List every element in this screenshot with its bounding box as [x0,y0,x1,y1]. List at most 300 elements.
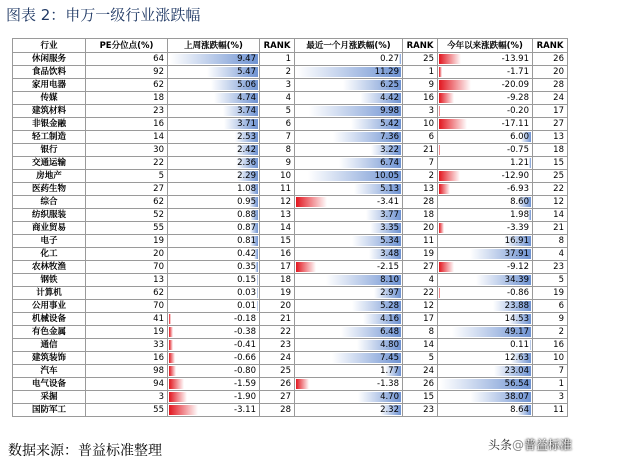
watermark-at: @ [512,438,525,452]
ytd-change-cell [438,261,533,274]
table-row [13,404,568,417]
week-change-value: 0.88 [237,210,256,220]
table-row [13,352,568,365]
week-rank: 3 [260,79,295,92]
month-rank: 27 [403,261,438,274]
ytd-rank: 20 [533,66,568,79]
month-rank: 9 [403,79,438,92]
week-change-value: -3.11 [234,405,256,415]
table-row [13,274,568,287]
week-rank: 24 [260,352,295,365]
ytd-change-value: -0.86 [507,288,529,298]
ytd-change-value: 14.53 [504,314,529,324]
month-change-cell [295,300,403,313]
month-change-cell [295,404,403,417]
week-rank: 13 [260,209,295,222]
ytd-change-value: 8.64 [510,405,529,415]
ytd-change-cell [438,352,533,365]
week-change-value: -1.90 [234,392,256,402]
month-rank: 1 [403,66,438,79]
ytd-change-bar [439,171,460,181]
pe-percentile: 92 [86,66,168,79]
ytd-rank: 15 [533,157,568,170]
week-change-value: -0.80 [234,366,256,376]
month-change-value: 5.28 [380,301,399,311]
week-change-cell [168,183,260,196]
week-rank: 25 [260,365,295,378]
table-row [13,378,568,391]
pe-percentile: 62 [86,196,168,209]
month-change-cell [295,235,403,248]
ytd-change-cell [438,209,533,222]
week-change-cell [168,313,260,326]
ytd-change-bar [530,340,531,350]
week-rank: 28 [260,404,295,417]
ytd-change-bar [439,145,440,155]
industry-name: 国防军工 [13,404,86,417]
ytd-rank: 12 [533,196,568,209]
month-rank: 5 [403,352,438,365]
month-rank: 10 [403,118,438,131]
month-change-cell [295,313,403,326]
week-change-value: 0.01 [237,301,256,311]
header-week-rank: RANK [260,39,295,53]
month-change-value: 4.80 [380,340,399,350]
ytd-rank: 27 [533,118,568,131]
month-change-cell [295,183,403,196]
week-rank: 6 [260,118,295,131]
table-row [13,391,568,404]
ytd-rank: 9 [533,313,568,326]
week-change-value: 0.42 [237,249,256,259]
ytd-change-value: 1.98 [510,210,529,220]
month-change-value: 6.48 [380,327,399,337]
week-rank: 18 [260,274,295,287]
pe-percentile: 27 [86,183,168,196]
month-change-cell [295,248,403,261]
week-change-cell [168,391,260,404]
industry-name: 银行 [13,144,86,157]
month-change-value: 8.10 [380,275,399,285]
month-change-value: 7.45 [380,353,399,363]
ytd-rank: 21 [533,222,568,235]
ytd-change-cell [438,404,533,417]
ytd-change-value: 16.91 [504,236,529,246]
ytd-change-value: -0.20 [507,106,529,116]
ytd-change-value: -13.91 [501,54,529,64]
month-rank: 25 [403,53,438,66]
ytd-rank: 5 [533,274,568,287]
industry-name: 交通运输 [13,157,86,170]
month-rank: 14 [403,339,438,352]
ytd-rank: 19 [533,287,568,300]
ytd-change-value: -6.93 [507,184,529,194]
week-change-bar [257,288,258,298]
data-source-note: 数据来源：普益标准整理 [8,443,162,459]
table-row [13,105,568,118]
ytd-rank: 25 [533,170,568,183]
month-rank: 24 [403,365,438,378]
industry-name: 商业贸易 [13,222,86,235]
month-change-cell [295,365,403,378]
month-rank: 20 [403,222,438,235]
table-row [13,144,568,157]
table-row [13,209,568,222]
week-change-bar [169,392,187,402]
ytd-change-value: 37.91 [504,249,529,259]
industry-name: 公用事业 [13,300,86,313]
week-rank: 15 [260,235,295,248]
ytd-rank: 3 [533,391,568,404]
ytd-change-cell [438,378,533,391]
week-change-bar [257,275,258,285]
header-month-rank: RANK [403,39,438,53]
ytd-rank: 6 [533,300,568,313]
week-change-bar [169,405,198,415]
industry-name: 电子 [13,235,86,248]
week-change-value: -0.41 [234,340,256,350]
month-change-value: 2.32 [380,405,399,415]
month-rank: 4 [403,274,438,287]
month-change-cell [295,326,403,339]
month-change-value: 9.98 [380,106,399,116]
ytd-change-value: 23.88 [504,301,529,311]
pe-percentile: 98 [86,365,168,378]
ytd-change-bar [439,54,461,64]
month-change-value: 5.34 [380,236,399,246]
week-change-cell [168,326,260,339]
week-change-value: 0.95 [237,197,256,207]
ytd-change-value: -9.12 [507,262,529,272]
month-change-value: 5.13 [380,184,399,194]
ytd-rank: 17 [533,105,568,118]
ytd-rank: 4 [533,248,568,261]
week-rank: 2 [260,66,295,79]
week-rank: 4 [260,92,295,105]
month-rank: 2 [403,170,438,183]
month-rank: 3 [403,105,438,118]
table-row [13,183,568,196]
month-change-cell [295,170,403,183]
industry-name: 建筑装饰 [13,352,86,365]
ytd-rank: 14 [533,209,568,222]
industry-name: 食品饮料 [13,66,86,79]
pe-percentile: 55 [86,222,168,235]
ytd-change-value: -1.71 [507,67,529,77]
ytd-rank: 28 [533,79,568,92]
month-change-value: 3.77 [380,210,399,220]
industry-name: 计算机 [13,287,86,300]
week-change-cell [168,287,260,300]
week-change-value: 0.03 [237,288,256,298]
month-rank: 11 [403,235,438,248]
table-row [13,131,568,144]
ytd-change-bar [439,119,467,129]
month-change-bar [296,379,309,389]
ytd-rank: 16 [533,339,568,352]
pe-percentile: 52 [86,209,168,222]
pe-percentile: 70 [86,261,168,274]
month-change-value: 4.70 [380,392,399,402]
ytd-rank: 2 [533,326,568,339]
pe-percentile: 62 [86,287,168,300]
ytd-change-bar [439,67,442,77]
week-change-cell [168,209,260,222]
month-change-bar [296,197,327,207]
ytd-rank: 1 [533,378,568,391]
ytd-rank: 23 [533,261,568,274]
ytd-change-value: 38.07 [504,392,529,402]
ytd-change-value: -12.90 [501,171,529,181]
week-change-value: 2.36 [237,158,256,168]
table-header-row [13,39,568,53]
header-week-change: 上周涨跌幅(%) [168,39,260,53]
week-change-value: -0.66 [234,353,256,363]
ytd-rank: 7 [533,365,568,378]
ytd-change-cell [438,105,533,118]
pe-percentile: 19 [86,235,168,248]
week-change-cell [168,261,260,274]
week-change-cell [168,378,260,391]
month-change-value: -3.41 [377,197,399,207]
ytd-change-cell [438,144,533,157]
month-rank: 22 [403,287,438,300]
ytd-change-value: 49.17 [504,327,529,337]
month-change-cell [295,209,403,222]
month-rank: 8 [403,326,438,339]
table-row [13,248,568,261]
ytd-change-value: 8.60 [510,197,529,207]
industry-name: 机械设备 [13,313,86,326]
week-change-cell [168,404,260,417]
week-change-bar [169,340,173,350]
table-row [13,170,568,183]
week-rank: 10 [260,170,295,183]
pe-percentile: 22 [86,157,168,170]
week-rank: 8 [260,144,295,157]
month-change-value: 5.42 [380,119,399,129]
table-row [13,222,568,235]
table-row [13,313,568,326]
table-row [13,287,568,300]
month-rank: 15 [403,391,438,404]
month-change-cell [295,287,403,300]
month-rank: 19 [403,248,438,261]
week-change-value: 5.06 [237,80,256,90]
week-change-value: -0.18 [234,314,256,324]
week-rank: 23 [260,339,295,352]
pe-percentile: 23 [86,105,168,118]
table-row [13,235,568,248]
month-change-cell [295,144,403,157]
week-rank: 17 [260,261,295,274]
month-change-value: -2.15 [377,262,399,272]
month-change-cell [295,352,403,365]
ytd-change-cell [438,66,533,79]
week-rank: 16 [260,248,295,261]
week-change-cell [168,66,260,79]
table-row [13,79,568,92]
pe-percentile: 94 [86,378,168,391]
week-change-value: 4.74 [237,93,256,103]
pe-percentile: 64 [86,53,168,66]
month-change-cell [295,157,403,170]
month-rank: 6 [403,131,438,144]
week-change-cell [168,144,260,157]
table-row [13,365,568,378]
ytd-rank: 18 [533,144,568,157]
week-rank: 7 [260,131,295,144]
week-rank: 11 [260,183,295,196]
month-rank: 16 [403,92,438,105]
month-rank: 21 [403,144,438,157]
week-change-value: 0.35 [237,262,256,272]
month-change-cell [295,339,403,352]
week-change-value: 0.81 [237,236,256,246]
month-change-cell [295,118,403,131]
chart-title: 图表 2：申万一级行业涨跌幅 [6,6,201,24]
month-change-cell [295,196,403,209]
table-row [13,66,568,79]
ytd-change-bar [439,223,444,233]
industry-name: 农林牧渔 [13,261,86,274]
week-change-bar [169,366,176,376]
week-rank: 21 [260,313,295,326]
month-change-value: 11.29 [374,67,399,77]
pe-percentile: 16 [86,352,168,365]
industry-name: 电气设备 [13,378,86,391]
week-change-value: 2.29 [237,171,256,181]
ytd-change-value: 12.63 [504,353,529,363]
week-rank: 22 [260,326,295,339]
month-change-value: 3.35 [380,223,399,233]
industry-name: 纺织服装 [13,209,86,222]
industry-name: 钢铁 [13,274,86,287]
month-change-value: 0.27 [380,54,399,64]
ytd-change-value: 6.00 [510,132,529,142]
month-change-cell [295,261,403,274]
week-change-cell [168,248,260,261]
week-rank: 5 [260,105,295,118]
month-change-value: 6.25 [380,80,399,90]
ytd-change-cell [438,92,533,105]
ytd-rank: 22 [533,183,568,196]
industry-name: 通信 [13,339,86,352]
table-row [13,261,568,274]
week-rank: 14 [260,222,295,235]
pe-percentile: 33 [86,339,168,352]
industry-name: 休闲服务 [13,53,86,66]
ytd-change-cell [438,53,533,66]
industry-name: 汽车 [13,365,86,378]
week-change-bar [169,353,175,363]
month-change-cell [295,391,403,404]
week-change-bar [169,379,184,389]
table-row [13,326,568,339]
week-change-cell [168,131,260,144]
ytd-change-value: -17.11 [501,119,529,129]
ytd-change-value: -0.75 [507,145,529,155]
header-ytd-change: 今年以来涨跌幅(%) [438,39,533,53]
header-month-change: 最近一个月涨跌幅(%) [295,39,403,53]
month-change-value: 4.42 [380,93,399,103]
month-change-value: 2.97 [380,288,399,298]
week-change-value: 3.71 [237,119,256,129]
ytd-change-bar [439,262,454,272]
pe-percentile: 3 [86,391,168,404]
ytd-change-cell [438,235,533,248]
week-change-cell [168,53,260,66]
month-change-value: 7.36 [380,132,399,142]
ytd-change-cell [438,313,533,326]
ytd-change-value: 1.21 [510,158,529,168]
month-change-cell [295,378,403,391]
industry-name: 传媒 [13,92,86,105]
industry-name: 化工 [13,248,86,261]
industry-name: 家用电器 [13,79,86,92]
watermark-prefix: 头条 [488,438,513,452]
table-row [13,118,568,131]
week-change-value: 3.74 [237,106,256,116]
month-change-value: 6.74 [380,158,399,168]
industry-name: 轻工制造 [13,131,86,144]
week-change-cell [168,352,260,365]
ytd-change-bar [439,80,471,90]
pe-percentile: 55 [86,404,168,417]
pe-percentile: 18 [86,92,168,105]
pe-percentile: 70 [86,300,168,313]
month-rank: 12 [403,300,438,313]
month-rank: 13 [403,183,438,196]
week-change-value: 2.53 [237,132,256,142]
week-change-cell [168,118,260,131]
month-change-cell [295,105,403,118]
month-change-cell [295,274,403,287]
ytd-change-bar [439,106,440,116]
ytd-change-value: 34.39 [504,275,529,285]
ytd-rank: 13 [533,131,568,144]
week-change-cell [168,235,260,248]
pe-percentile: 62 [86,79,168,92]
ytd-change-cell [438,157,533,170]
pe-percentile: 30 [86,144,168,157]
month-rank: 18 [403,209,438,222]
table-row [13,196,568,209]
header-industry: 行业 [13,39,86,53]
ytd-change-cell [438,339,533,352]
table-row [13,92,568,105]
week-rank: 9 [260,157,295,170]
week-change-cell [168,79,260,92]
pe-percentile: 14 [86,131,168,144]
week-change-cell [168,339,260,352]
week-change-cell [168,365,260,378]
industry-name: 非银金融 [13,118,86,131]
header-pe-percentile: PE分位点(%) [86,39,168,53]
industry-name: 建筑材料 [13,105,86,118]
month-rank: 28 [403,196,438,209]
ytd-change-cell [438,183,533,196]
week-change-bar [169,314,171,324]
ytd-change-cell [438,248,533,261]
ytd-change-cell [438,79,533,92]
ytd-change-cell [438,274,533,287]
week-change-cell [168,196,260,209]
table-row [13,157,568,170]
industry-table [12,38,568,417]
week-rank: 12 [260,196,295,209]
ytd-change-cell [438,300,533,313]
